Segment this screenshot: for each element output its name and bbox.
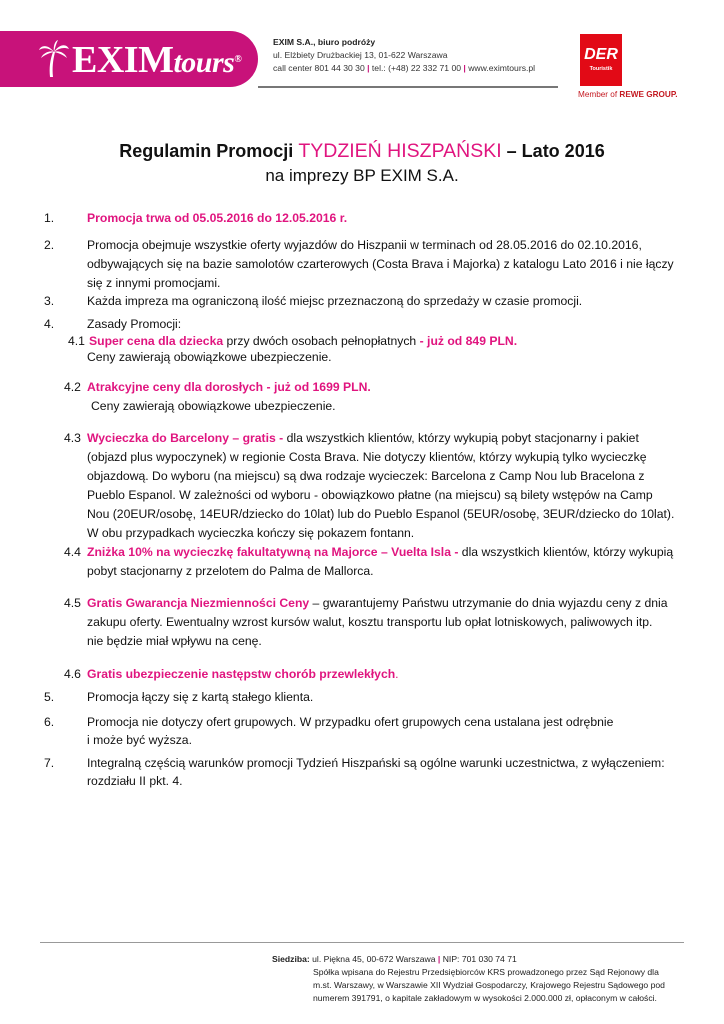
logo-script: tours bbox=[173, 46, 235, 79]
rule-4-4-highlight: Zniżka 10% na wycieczkę fakultatywną na Majorce – Vuelta Isla - bbox=[87, 545, 459, 559]
rule-4-1-price: - już od 849 PLN. bbox=[419, 334, 518, 348]
rule-4-5-line-1 bbox=[87, 594, 668, 613]
rule-4-1-number: 4.1 bbox=[68, 334, 85, 348]
footer-address: ul. Piękna 45, 00-672 Warszawa bbox=[312, 954, 436, 964]
company-info bbox=[273, 36, 535, 75]
footer-divider bbox=[40, 942, 684, 943]
footer-line-3: m.st. Warszawy, w Warszawie XII Wydział Gospodarczy, Krajowego Rejestru Sądowego pod bbox=[313, 980, 665, 990]
company-name: EXIM S.A., biuro podróży bbox=[273, 37, 376, 47]
rule-4-4-line-2: pobyt stacjonarny z przelotem do Palma de Mallorca. bbox=[87, 564, 374, 578]
rule-6-line-2: i może być wyższa. bbox=[87, 733, 192, 747]
rule-4-2-highlight: Atrakcyjne ceny dla dorosłych - już od 1699 PLN. bbox=[87, 380, 371, 394]
rule-4-1-highlight: Super cena dla dziecka bbox=[89, 334, 224, 348]
rule-4-number: 4. bbox=[44, 317, 55, 331]
rule-4-5-highlight: Gratis Gwarancja Niezmienności Ceny bbox=[87, 596, 310, 610]
rule-7-number: 7. bbox=[44, 756, 55, 770]
rule-3-text: Każda impreza ma ograniczoną ilość miejsc przeznaczoną do sprzedaży w czasie promocji. bbox=[87, 294, 583, 308]
rule-4-3-line-1 bbox=[87, 429, 639, 448]
rule-4-2-number: 4.2 bbox=[64, 380, 81, 394]
der-logo-sub: Touristik bbox=[589, 66, 613, 72]
rule-4-6-line bbox=[87, 665, 399, 684]
rule-1-text: Promocja trwa od 05.05.2016 do 12.05.2016 r. bbox=[87, 211, 348, 225]
rule-4-1-line-2: Ceny zawierają obowiązkowe ubezpieczenie. bbox=[87, 350, 332, 364]
rule-4-5-line-2: zakupu oferty. Ewentualny wzrost kursów walut, kosztu transportu lub opłat lotniskowych, paliwowych itp. bbox=[87, 615, 653, 629]
callcenter: call center 801 44 30 30 bbox=[273, 63, 365, 73]
rule-4-4-number: 4.4 bbox=[64, 545, 81, 559]
rule-2-line-2: odbywających się na bazie samolotów czarterowych (Costa Brava i Majorka) z katalogu Lato 2016 i nie łączy bbox=[87, 257, 674, 271]
header-divider bbox=[258, 86, 558, 88]
rule-4-6-dot: . bbox=[395, 667, 399, 681]
phone: tel.: (+48) 22 332 71 00 bbox=[371, 63, 462, 73]
page-title bbox=[0, 140, 724, 163]
rule-4-text: Zasady Promocji: bbox=[87, 317, 182, 331]
title-prefix: Regulamin Promocji bbox=[119, 141, 294, 161]
rule-6-number: 6. bbox=[44, 715, 55, 729]
website-link[interactable]: www.eximtours.pl bbox=[468, 63, 536, 73]
rule-4-6-number: 4.6 bbox=[64, 667, 81, 681]
rule-4-4-text: dla wszystkich klientów, którzy wykupią bbox=[458, 545, 674, 559]
rule-4-3-line-6: W obu przypadkach wycieczka kończy się pokazem fontann. bbox=[87, 526, 415, 540]
footer-line-2: Spółka wpisana do Rejestru Przedsiębiorców KRS prowadzonego przez Sąd Rejonowy dla bbox=[313, 967, 659, 977]
rule-4-5-number: 4.5 bbox=[64, 596, 81, 610]
rule-2-line-3: się z innymi promocjami. bbox=[87, 276, 221, 290]
rule-4-3-line-2: (objazd plus wypoczynek) w regionie Costa Brava. Nie dotyczy klientów, którzy wykupią tylko wycieczkę bbox=[87, 450, 647, 464]
rule-6-line-1: Promocja nie dotyczy ofert grupowych. W przypadku ofert grupowych cena ustalana jest odrębnie bbox=[87, 715, 614, 729]
footer-line-4: numerem 391791, o kapitale zakładowym w wysokości 2.000.000 zł, opłaconym w całości. bbox=[313, 993, 657, 1003]
rule-4-3-highlight: Wycieczka do Barcelony – gratis - bbox=[87, 431, 284, 445]
rule-4-2-line-2: Ceny zawierają obowiązkowe ubezpieczenie. bbox=[91, 399, 336, 413]
title-suffix: – Lato 2016 bbox=[506, 141, 605, 161]
title-highlight: TYDZIEŃ HISZPAŃSKI bbox=[298, 140, 502, 162]
logo-registered-mark: ® bbox=[234, 54, 242, 65]
logo-main: EXIM bbox=[72, 39, 174, 81]
palm-tree-icon bbox=[38, 40, 70, 78]
member-prefix: Member of bbox=[578, 90, 618, 99]
company-contacts: call center 801 44 30 30 | tel.: (+48) 22 332 71 00 | www.eximtours.pl bbox=[273, 63, 536, 73]
footer-nip: NIP: 701 030 74 71 bbox=[442, 954, 517, 964]
member-group: REWE GROUP. bbox=[619, 90, 678, 99]
rule-2-line-1: Promocja obejmuje wszystkie oferty wyjazdów do Hiszpanii w terminach od 28.05.2016 do 02.10.2016, bbox=[87, 238, 642, 252]
rule-4-1-middle: przy dwóch osobach pełnopłatnych bbox=[223, 334, 420, 348]
member-of-rewe bbox=[578, 90, 678, 99]
rule-4-4-line-1 bbox=[87, 543, 673, 562]
page-subtitle: na imprezy BP EXIM S.A. bbox=[265, 166, 459, 185]
rule-4-3-line-3: objazdową. Do wyboru (na miejscu) są dwa rodzaje wycieczek: Barcelona z Camp Nou lub Bracelona z bbox=[87, 469, 645, 483]
rule-3-number: 3. bbox=[44, 294, 55, 308]
rule-4-5-text: – gwarantujemy Państwu utrzymanie do dnia wyjazdu ceny z dnia bbox=[309, 596, 668, 610]
der-touristik-logo bbox=[580, 34, 622, 86]
rule-4-5-line-3: nie będzie miał wpływu na cenę. bbox=[87, 634, 262, 648]
rule-2-number: 2. bbox=[44, 238, 55, 252]
rule-5-text: Promocja łączy się z kartą stałego klienta. bbox=[87, 690, 314, 704]
rule-4-3-text: dla wszystkich klientów, którzy wykupią pobyt stacjonarny i pakiet bbox=[283, 431, 639, 445]
rule-4-3-line-4: Pueblo Espanol. W zależności od wyboru - obowiązkowo płatne (na miejscu) są bilety wstępów na Camp bbox=[87, 488, 653, 502]
rule-4-3-line-5: Nou (20EUR/osobę, 14EUR/dziecko do 10lat) lub do Pueblo Espanol (5EUR/osobę, 3EUR/dziecko do 10lat). bbox=[87, 507, 675, 521]
der-logo-main: DER bbox=[584, 46, 618, 63]
rule-7-line-2: rozdziału II pkt. 4. bbox=[87, 774, 183, 788]
rule-7-line-1: Integralną częścią warunków promocji Tydzień Hiszpański są ogólne warunki uczestnictwa, z wyłączeniem: bbox=[87, 756, 665, 770]
rule-1-number: 1. bbox=[44, 211, 55, 225]
rule-4-3-number: 4.3 bbox=[64, 431, 81, 445]
footer-label: Siedziba: bbox=[272, 954, 310, 964]
rule-4-6-highlight: Gratis ubezpieczenie następstw chorób przewlekłych bbox=[87, 667, 396, 681]
exim-logo-wordmark bbox=[72, 35, 241, 88]
rule-5-number: 5. bbox=[44, 690, 55, 704]
company-address: ul. Elżbiety Drużbackiej 13, 01-622 Warszawa bbox=[273, 50, 448, 60]
footer-line-1: Siedziba: ul. Piękna 45, 00-672 Warszawa | NIP: 701 030 74 71 bbox=[272, 954, 517, 964]
